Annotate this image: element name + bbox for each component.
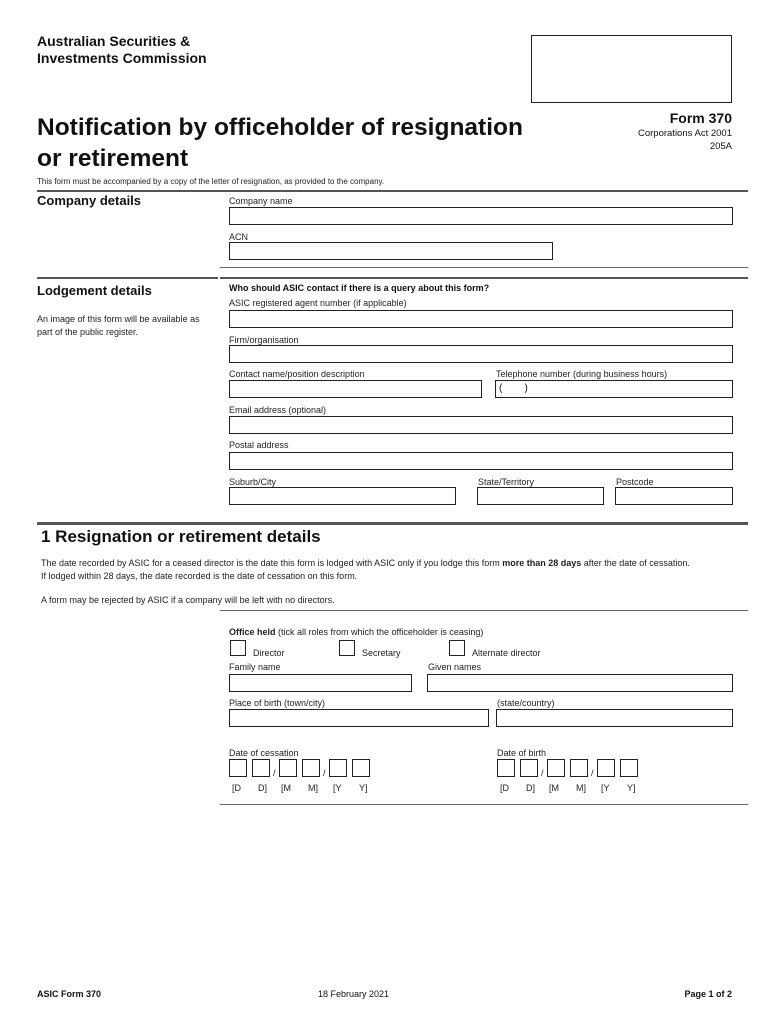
company-name-label: Company name bbox=[229, 196, 293, 206]
form-number: Form 370 bbox=[669, 110, 732, 126]
postal-address-label: Postal address bbox=[229, 440, 289, 450]
cessation-format-m1: [M bbox=[281, 783, 291, 793]
dob-format-m1: [M bbox=[549, 783, 559, 793]
company-details-heading: Company details bbox=[37, 193, 142, 208]
org-line-1: Australian Securities & bbox=[37, 33, 191, 49]
alternate-director-checkbox[interactable] bbox=[449, 640, 465, 656]
title-line-2: or retirement bbox=[37, 145, 189, 172]
cessation-format-y1: [Y bbox=[333, 783, 342, 793]
birth-place-label: Place of birth (town/city) bbox=[229, 698, 326, 708]
office-held-bold: Office held bbox=[229, 627, 276, 637]
contact-name-label: Contact name/position description bbox=[229, 369, 365, 379]
postal-address-field[interactable] bbox=[229, 452, 733, 470]
lodgement-right-rule bbox=[220, 277, 748, 279]
secretary-checkbox[interactable] bbox=[339, 640, 355, 656]
form-title bbox=[37, 112, 607, 174]
dob-year-1[interactable] bbox=[597, 759, 615, 777]
dob-day-2[interactable] bbox=[520, 759, 538, 777]
title-line-1: Notification by officeholder of resignation bbox=[37, 114, 523, 141]
dob-format-m2: M] bbox=[576, 783, 586, 793]
cessation-year-1[interactable] bbox=[329, 759, 347, 777]
dob-format-y2: Y] bbox=[627, 783, 636, 793]
dob-year-2[interactable] bbox=[620, 759, 638, 777]
cessation-slash-2: / bbox=[323, 768, 326, 778]
acn-label: ACN bbox=[229, 232, 249, 242]
cessation-format-y2: Y] bbox=[359, 783, 368, 793]
telephone-label: Telephone number (during business hours) bbox=[496, 369, 668, 379]
area-code-brackets: ( ) bbox=[499, 383, 528, 394]
agent-number-field[interactable] bbox=[229, 310, 733, 328]
director-label: Director bbox=[253, 648, 285, 658]
rejection-warning: A form may be rejected by ASIC if a company will be left with no directors. bbox=[41, 595, 335, 605]
form-note: This form must be accompanied by a copy of the letter of resignation, as provided to the company. bbox=[37, 177, 385, 186]
state-label: State/Territory bbox=[478, 477, 535, 487]
office-held-label bbox=[229, 627, 483, 637]
officeholder-top-rule bbox=[220, 610, 748, 611]
cessation-month-2[interactable] bbox=[302, 759, 320, 777]
birth-state-field[interactable] bbox=[496, 709, 733, 727]
office-use-box bbox=[531, 35, 732, 103]
company-section-rule bbox=[37, 190, 748, 192]
secretary-label: Secretary bbox=[362, 648, 401, 658]
office-held-instruction: (tick all roles from which the officeholder is ceasing) bbox=[275, 627, 484, 637]
dob-label: Date of birth bbox=[497, 748, 547, 758]
cessation-year-2[interactable] bbox=[352, 759, 370, 777]
dob-day-1[interactable] bbox=[497, 759, 515, 777]
footer-page-number: Page 1 of 2 bbox=[684, 989, 732, 999]
postcode-field[interactable] bbox=[615, 487, 733, 505]
company-section-bottom-rule bbox=[220, 267, 748, 268]
public-register-note: An image of this form will be available as part of the public register. bbox=[37, 314, 200, 337]
org-line-2: Investments Commission bbox=[37, 50, 207, 66]
organisation-name bbox=[37, 33, 207, 67]
cessation-slash-1: / bbox=[273, 768, 276, 778]
footer-date: 18 February 2021 bbox=[318, 989, 390, 999]
cessation-date-paragraph bbox=[41, 557, 690, 570]
dob-slash-1: / bbox=[541, 768, 544, 778]
dob-format-d2: D] bbox=[526, 783, 535, 793]
company-name-field[interactable] bbox=[229, 207, 733, 225]
telephone-field[interactable] bbox=[495, 380, 733, 398]
legislation-reference bbox=[638, 127, 732, 153]
act-section: 205A bbox=[709, 141, 732, 152]
agent-number-label: ASIC registered agent number (if applicable) bbox=[229, 298, 407, 308]
firm-label: Firm/organisation bbox=[229, 335, 299, 345]
para-1-bold: more than 28 days bbox=[502, 558, 582, 568]
dob-format-d1: [D bbox=[500, 783, 509, 793]
contact-name-field[interactable] bbox=[229, 380, 482, 398]
within-28-days-paragraph: If lodged within 28 days, the date recorded is the date of cessation on this form. bbox=[41, 571, 358, 581]
email-label: Email address (optional) bbox=[229, 405, 327, 415]
family-name-label: Family name bbox=[229, 662, 281, 672]
state-field[interactable] bbox=[477, 487, 604, 505]
birth-state-label: (state/country) bbox=[497, 698, 555, 708]
cessation-format-d2: D] bbox=[258, 783, 267, 793]
section-1-heading: 1 Resignation or retirement details bbox=[41, 527, 321, 546]
footer-form-id: ASIC Form 370 bbox=[37, 989, 102, 999]
para-1-part-b: after the date of cessation. bbox=[581, 558, 690, 568]
cessation-format-m2: M] bbox=[308, 783, 318, 793]
contact-question: Who should ASIC contact if there is a query about this form? bbox=[229, 283, 490, 293]
dob-format-y1: [Y bbox=[601, 783, 610, 793]
lodgement-details-heading: Lodgement details bbox=[37, 283, 152, 298]
dob-slash-2: / bbox=[591, 768, 594, 778]
given-names-label: Given names bbox=[428, 662, 482, 672]
dob-month-2[interactable] bbox=[570, 759, 588, 777]
dob-month-1[interactable] bbox=[547, 759, 565, 777]
family-name-field[interactable] bbox=[229, 674, 412, 692]
cessation-format-d1: [D bbox=[232, 783, 241, 793]
alternate-director-label: Alternate director bbox=[472, 648, 541, 658]
cessation-day-2[interactable] bbox=[252, 759, 270, 777]
officeholder-bottom-rule bbox=[220, 804, 748, 805]
email-field[interactable] bbox=[229, 416, 733, 434]
firm-field[interactable] bbox=[229, 345, 733, 363]
suburb-field[interactable] bbox=[229, 487, 456, 505]
para-1-part-a: The date recorded by ASIC for a ceased director is the date this form is lodged with ASIC only if you lodge this form bbox=[41, 558, 503, 568]
lodgement-left-rule bbox=[37, 277, 218, 279]
cessation-date-label: Date of cessation bbox=[229, 748, 299, 758]
acn-field[interactable] bbox=[229, 242, 553, 260]
cessation-month-1[interactable] bbox=[279, 759, 297, 777]
cessation-day-1[interactable] bbox=[229, 759, 247, 777]
postcode-label: Postcode bbox=[616, 477, 654, 487]
given-names-field[interactable] bbox=[427, 674, 733, 692]
suburb-label: Suburb/City bbox=[229, 477, 277, 487]
act-name: Corporations Act 2001 bbox=[637, 128, 732, 139]
director-checkbox[interactable] bbox=[230, 640, 246, 656]
birth-place-field[interactable] bbox=[229, 709, 489, 727]
section-1-rule bbox=[37, 522, 748, 525]
